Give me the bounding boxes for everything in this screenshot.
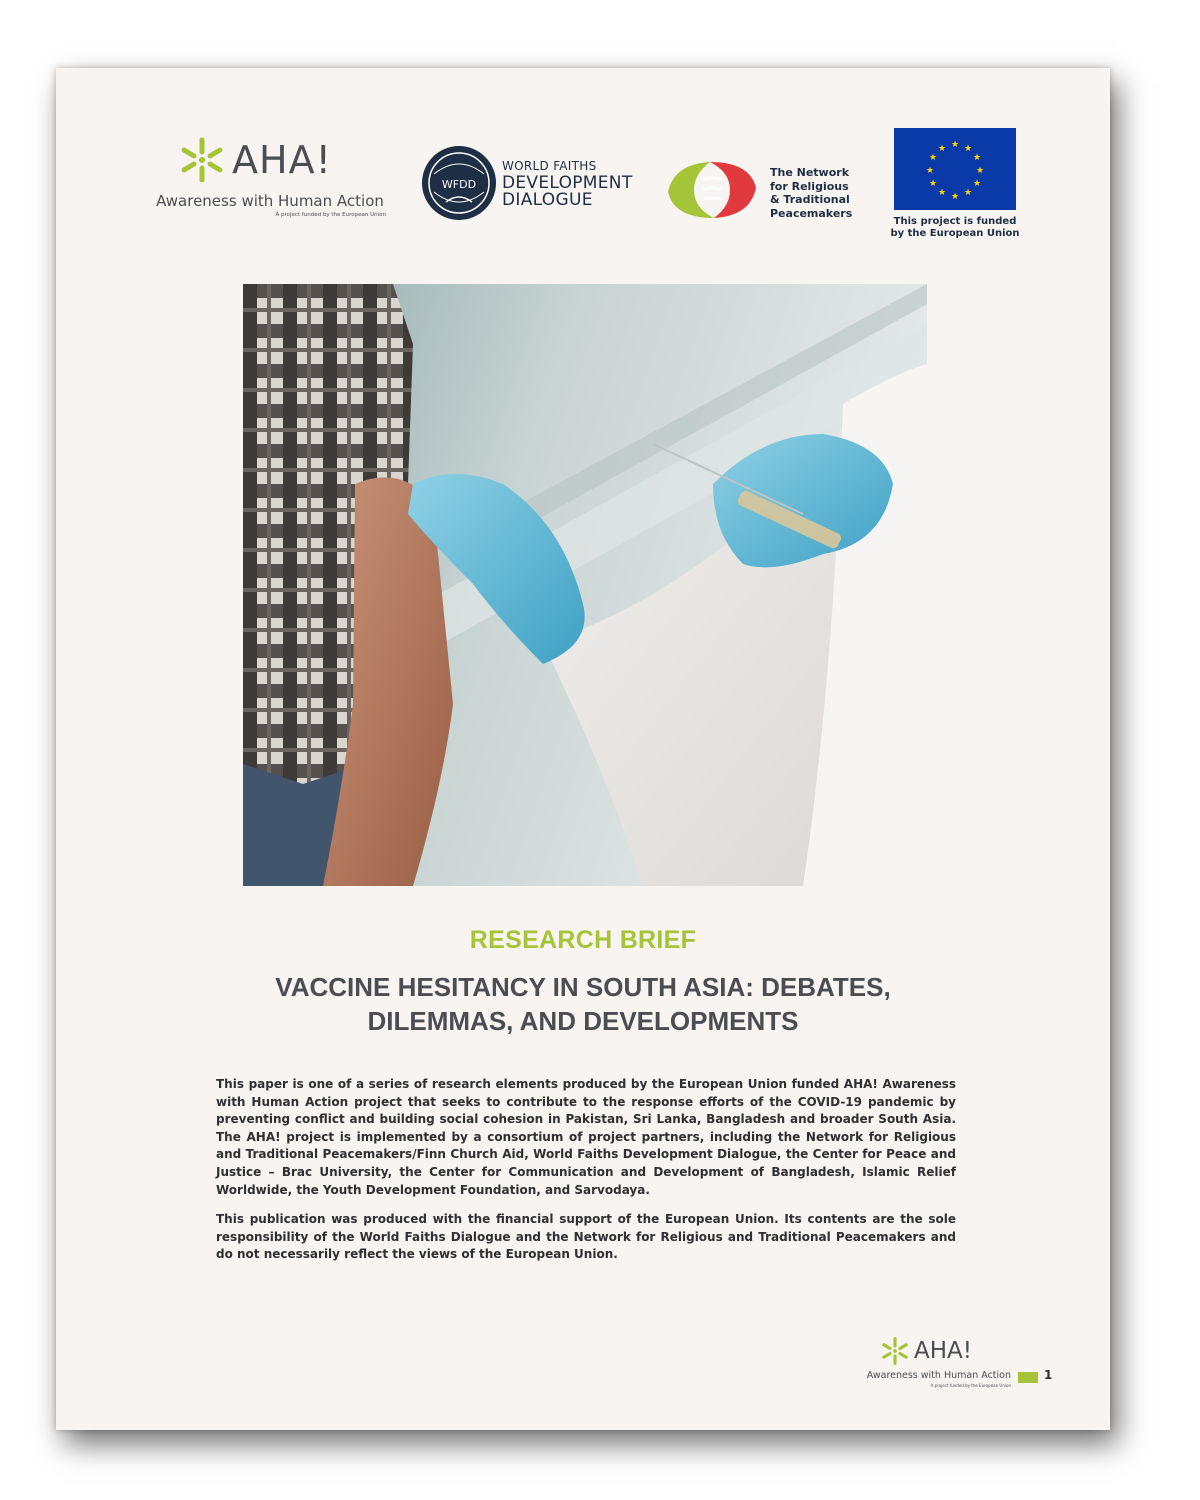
wfdd-logo bbox=[420, 144, 640, 224]
vaccination-photo-icon bbox=[243, 284, 927, 886]
svg-text:★: ★ bbox=[950, 192, 960, 202]
network-logo bbox=[664, 158, 864, 224]
page-number-swatch bbox=[1018, 1372, 1038, 1383]
aha-tagline: Awareness with Human Action bbox=[156, 192, 384, 210]
footer-subtagline: A project funded by the European Union bbox=[930, 1383, 1011, 1388]
page-title bbox=[206, 970, 960, 1038]
intro-paragraph: This paper is one of a series of research elements produced by the European Union funded AHA! Awareness with Human Action project that seeks to contribute to the response efforts of the COVID-19 pandemic by preventing conflict and building social cohesion in Pakistan, Sri Lanka, Bangladesh and broader South Asia. The AHA! project is implemented by a consortium of project partners, including the Network for Religious and Traditional Peacemakers/Finn Church Aid, World Faiths Development Dialogue, the Center for Peace and Justice – Brac University, the Center for Communication and Development of Bangladesh, Islamic Relief Worldwide, the Youth Development Foundation, and Sarvodaya. bbox=[216, 1077, 956, 1197]
footer-wordmark: AHA! bbox=[914, 1338, 972, 1364]
svg-text:★: ★ bbox=[972, 153, 982, 163]
aha-snowflake-icon bbox=[178, 136, 226, 184]
svg-text:★: ★ bbox=[937, 188, 947, 198]
svg-text:★: ★ bbox=[928, 179, 938, 189]
svg-text:★: ★ bbox=[963, 188, 973, 198]
wfdd-line1: WORLD FAITHS bbox=[502, 159, 597, 173]
aha-subtagline: A project funded by the European Union bbox=[275, 212, 386, 218]
title-line-2: DILEMMAS, AND DEVELOPMENTS bbox=[367, 1006, 799, 1036]
research-brief-label: RESEARCH BRIEF bbox=[469, 926, 697, 954]
wfdd-badge: WFDD bbox=[441, 178, 477, 191]
svg-text:★: ★ bbox=[950, 140, 960, 150]
svg-text:★: ★ bbox=[925, 166, 935, 176]
network-line3: & Traditional bbox=[770, 193, 850, 206]
footer-snowflake-icon bbox=[880, 1336, 910, 1366]
footer-aha-logo bbox=[866, 1336, 1016, 1386]
eu-caption-line2: by the European Union bbox=[890, 228, 1020, 239]
wfdd-line2: DEVELOPMENT bbox=[502, 173, 633, 193]
svg-text:★: ★ bbox=[975, 166, 985, 176]
page-number: 1 bbox=[1044, 1368, 1053, 1382]
body-text bbox=[216, 1076, 956, 1276]
svg-text:★: ★ bbox=[963, 144, 973, 154]
eu-caption-line1: This project is funded bbox=[893, 216, 1017, 227]
hero-image bbox=[243, 284, 927, 886]
svg-text:★: ★ bbox=[972, 179, 982, 189]
svg-text:★: ★ bbox=[937, 144, 947, 154]
aha-logo bbox=[150, 132, 390, 222]
disclaimer-paragraph: This publication was produced with the financial support of the European Union. Its contents are the sole responsibility of the World Faiths Dialogue and the Network for Religious and Traditional Peacemakers and do not necessarily reflect the views of the European Union. bbox=[216, 1212, 956, 1262]
eu-logo bbox=[890, 128, 1020, 246]
aha-wordmark: AHA! bbox=[232, 138, 332, 182]
svg-text:★: ★ bbox=[928, 153, 938, 163]
wfdd-globe-icon bbox=[420, 144, 498, 222]
network-line1: The Network bbox=[770, 166, 850, 179]
network-line2: for Religious bbox=[770, 179, 849, 193]
network-hands-icon bbox=[664, 158, 760, 222]
document-page bbox=[56, 68, 1110, 1430]
eu-flag-icon bbox=[894, 128, 1016, 210]
wfdd-line3: DIALOGUE bbox=[502, 190, 593, 210]
network-line4: Peacemakers bbox=[770, 206, 853, 220]
footer-tagline: Awareness with Human Action bbox=[866, 1370, 1011, 1381]
title-line-1: VACCINE HESITANCY IN SOUTH ASIA: DEBATES, bbox=[275, 972, 891, 1002]
